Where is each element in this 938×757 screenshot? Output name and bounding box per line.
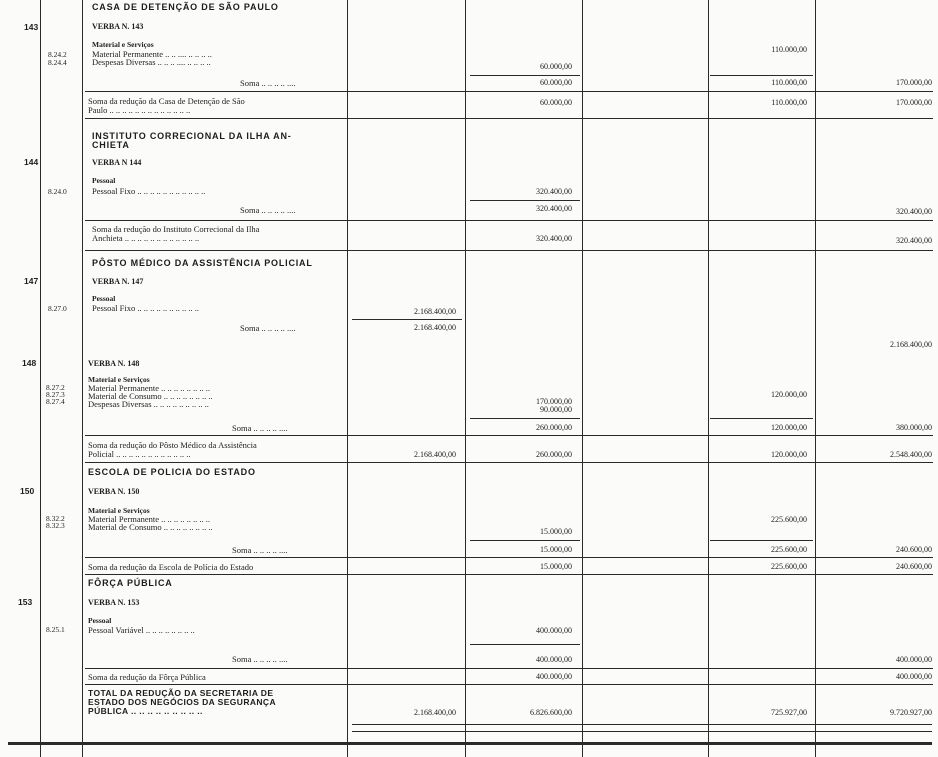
value-cell: 400.000,00 (536, 672, 572, 681)
item-desc: Material Permanente .. .. .. .. .. .. .. .. (88, 514, 211, 524)
value-cell: 15.000,00 (540, 527, 572, 536)
section-title-instituto: CHIETA (92, 140, 130, 150)
item-desc: Material Permanente .. .. .... .. .. .. .. (92, 49, 212, 59)
verba-title: VERBA N 144 (92, 158, 142, 167)
soma-label: Soma .. .. .. .. .... (232, 545, 288, 555)
column-rule (582, 0, 583, 757)
section-title-instituto: INSTITUTO CORRECIONAL DA ILHA AN- (92, 131, 292, 141)
section-title-posto: PÔSTO MÉDICO DA ASSISTÊNCIA POLICIAL (92, 258, 313, 268)
item-code: 8.25.1 (46, 625, 65, 634)
reducao-label: Paulo .. .. .. .. .. .. .. .. .. .. .. .. .. (88, 105, 191, 115)
column-rule (82, 0, 83, 757)
soma-label: Soma .. .. .. .. .... (240, 323, 296, 333)
value-cell: 2.168.400,00 (890, 340, 932, 349)
group-label: Pessoal (92, 176, 116, 185)
item-desc: Despesas Diversas .. .. .. .... .. .. .. .. (92, 57, 211, 67)
value-cell: 240.600,00 (896, 545, 932, 554)
value-cell: 110.000,00 (771, 78, 807, 87)
item-desc: Material Permanente .. .. .. .. .. .. .. .. (88, 383, 211, 393)
verba-title: VERBA N. 150 (88, 487, 140, 496)
total-label: ESTADO DOS NEGÓCIOS DA SEGURANÇA (88, 697, 277, 707)
reducao-label: Soma da redução da Fôrça Pública (88, 672, 206, 682)
item-code: 8.27.0 (48, 304, 67, 313)
item-desc: Pessoal Variável .. .. .. .. .. .. .. .. (88, 625, 195, 635)
value-cell: 320.400,00 (536, 204, 572, 213)
item-code: 8.27.4 (46, 397, 65, 406)
item-desc: Despesas Diversas .. .. .. .. .. .. .. .. .. (88, 399, 209, 409)
verba-title: VERBA N. 148 (88, 359, 140, 368)
section-title-casa: CASA DE DETENÇÃO DE SÃO PAULO (92, 2, 279, 12)
column-rule (465, 0, 466, 757)
value-cell: 260.000,00 (536, 423, 572, 432)
value-cell: 110.000,00 (771, 45, 807, 54)
item-code: 8.32.2 (46, 514, 65, 523)
total-value: 725.927,00 (771, 708, 807, 717)
soma-label: Soma .. .. .. .. .... (232, 423, 288, 433)
soma-label: Soma .. .. .. .. .... (240, 205, 296, 215)
value-cell: 320.400,00 (536, 234, 572, 243)
value-cell: 400.000,00 (536, 626, 572, 635)
total-value: 6.826.600,00 (530, 708, 572, 717)
verba-number: 150 (20, 486, 35, 496)
verba-number: 143 (24, 22, 39, 32)
value-cell: 225.600,00 (771, 562, 807, 571)
verba-number: 153 (18, 597, 33, 607)
value-cell: 170.000,00 (896, 98, 932, 107)
verba-title: VERBA N. 153 (88, 598, 140, 607)
item-desc: Material de Consumo .. .. .. .. .. .. .. .. (88, 522, 213, 532)
soma-label: Soma .. .. .. .. .... (240, 78, 296, 88)
value-cell: 60.000,00 (540, 98, 572, 107)
verba-number: 147 (24, 276, 39, 286)
group-label: Material e Serviços (88, 506, 150, 515)
value-cell: 380.000,00 (896, 423, 932, 432)
value-cell: 15.000,00 (540, 562, 572, 571)
column-rule (40, 0, 41, 757)
value-cell: 15.000,00 (540, 545, 572, 554)
reducao-label: Soma da redução da Escola de Polícia do Estado (88, 562, 254, 572)
item-desc: Pessoal Fixo .. .. .. .. .. .. .. .. .. .. .. (92, 186, 206, 196)
value-cell: 2.548.400,00 (890, 450, 932, 459)
value-cell: 400.000,00 (896, 655, 932, 664)
reducao-label: Soma da redução da Casa de Detenção de São (88, 96, 245, 106)
value-cell: 110.000,00 (771, 98, 807, 107)
item-desc: Pessoal Fixo .. .. .. .. .. .. .. .. .. .. (92, 303, 199, 313)
total-label: TOTAL DA REDUÇÃO DA SECRETARIA DE (88, 688, 274, 698)
column-rule (347, 0, 348, 757)
item-code: 8.24.4 (48, 58, 67, 67)
group-label: Pessoal (92, 294, 116, 303)
value-cell: 120.000,00 (771, 423, 807, 432)
item-code: 8.27.2 (46, 383, 65, 392)
value-cell: 170.000,00 (896, 78, 932, 87)
group-label: Material e Serviços (92, 40, 154, 49)
column-rule (708, 0, 709, 757)
value-cell: 260.000,00 (536, 450, 572, 459)
value-cell: 60.000,00 (540, 62, 572, 71)
value-cell: 120.000,00 (771, 390, 807, 399)
section-title-escola: ESCOLA DE POLICIA DO ESTADO (88, 467, 256, 477)
item-code: 8.24.0 (48, 187, 67, 196)
item-code: 8.32.3 (46, 521, 65, 530)
value-cell: 240.600,00 (896, 562, 932, 571)
group-label: Material e Serviços (88, 375, 150, 384)
verba-number: 148 (22, 358, 37, 368)
total-label: PÚBLICA .. .. .. .. .. .. .. .. .. (88, 706, 203, 716)
soma-label: Soma .. .. .. .. .... (232, 654, 288, 664)
item-code: 8.27.3 (46, 390, 65, 399)
value-cell: 320.400,00 (896, 207, 932, 216)
reducao-label: Soma da redução do Pôsto Médico da Assistência (88, 440, 257, 450)
value-cell: 2.168.400,00 (414, 307, 456, 316)
reducao-label: Soma da redução do Instituto Correcional da Ilha (92, 224, 260, 234)
reducao-label: Policial .. .. .. .. .. .. .. .. .. .. .. .. (88, 449, 191, 459)
value-cell: 225.600,00 (771, 545, 807, 554)
total-value: 2.168.400,00 (414, 708, 456, 717)
column-rule (815, 0, 816, 757)
item-code: 8.24.2 (48, 50, 67, 59)
verba-title: VERBA N. 147 (92, 277, 144, 286)
value-cell: 170.000,00 (536, 397, 572, 406)
value-cell: 400.000,00 (536, 655, 572, 664)
value-cell: 2.168.400,00 (414, 323, 456, 332)
value-cell: 320.400,00 (896, 236, 932, 245)
value-cell: 90.000,00 (540, 405, 572, 414)
value-cell: 120.000,00 (771, 450, 807, 459)
reducao-label: Anchieta .. .. .. .. .. .. .. .. .. .. .. .. (92, 233, 200, 243)
group-label: Pessoal (88, 616, 112, 625)
item-desc: Material de Consumo .. .. .. .. .. .. .. .. (88, 391, 213, 401)
value-cell: 400.000,00 (896, 672, 932, 681)
section-title-forca: FÔRÇA PÚBLICA (88, 578, 173, 588)
value-cell: 2.168.400,00 (414, 450, 456, 459)
verba-number: 144 (24, 157, 39, 167)
value-cell: 225.600,00 (771, 515, 807, 524)
total-value: 9.720.927,00 (890, 708, 932, 717)
verba-title: VERBA N. 143 (92, 22, 144, 31)
value-cell: 60.000,00 (540, 78, 572, 87)
value-cell: 320.400,00 (536, 187, 572, 196)
